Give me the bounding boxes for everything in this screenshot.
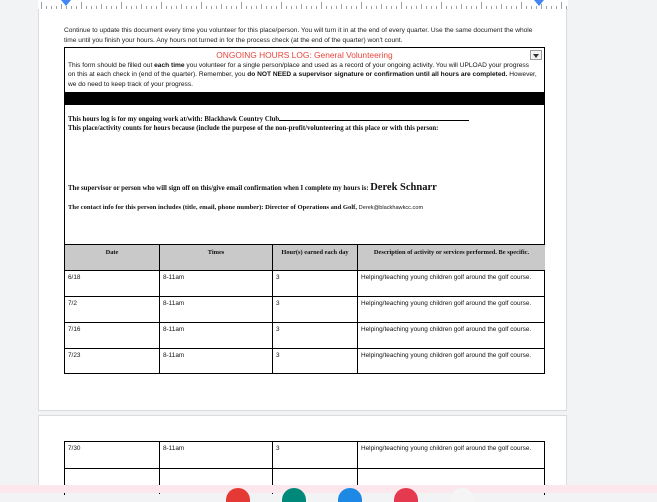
ruler-tick bbox=[521, 2, 522, 9]
cell-hours[interactable]: 3 bbox=[273, 349, 358, 374]
red-circle-button[interactable] bbox=[226, 488, 250, 502]
table-row bbox=[65, 442, 544, 468]
table-header-row bbox=[65, 244, 544, 270]
document-page-1 bbox=[38, 9, 567, 411]
purpose-line: This place/activity counts for hours because (include the purpose of the non-profit/volunteering at this place or with this person: bbox=[68, 125, 439, 132]
white-circle-button[interactable] bbox=[450, 488, 474, 502]
hours-log-form bbox=[64, 47, 545, 374]
header-date: Date bbox=[65, 244, 160, 270]
ruler-tick bbox=[81, 2, 82, 9]
ruler-tick bbox=[121, 2, 122, 9]
form-title: ONGOING HOURS LOG: General Volunteering bbox=[216, 50, 393, 60]
cell-times[interactable]: 8-11am bbox=[160, 442, 273, 468]
cell-description[interactable]: Helping/teaching young children golf around the golf course. bbox=[361, 445, 532, 452]
supervisor-line: The supervisor or person who will sign off on this/give email confirmation when I complete my hours is: Derek Schnarr bbox=[68, 182, 437, 193]
dropdown-chevron-icon[interactable] bbox=[530, 50, 542, 60]
contact-email: Derek@blackhawkcc.com bbox=[358, 205, 424, 211]
ruler-tick bbox=[361, 2, 362, 9]
cell-times[interactable]: 8-11am bbox=[160, 349, 273, 374]
ruler-tick bbox=[41, 2, 42, 9]
header-description: Description of activity or services performed. Be specific. bbox=[358, 244, 545, 270]
cell-times[interactable]: 8-11am bbox=[160, 271, 273, 296]
cell-date[interactable]: 7/23 bbox=[65, 349, 160, 374]
header-hours: Hour(s) earned each day bbox=[273, 244, 358, 270]
table-row bbox=[65, 322, 544, 348]
cell-date[interactable]: 6/18 bbox=[65, 271, 160, 296]
bottom-toolbar bbox=[0, 485, 657, 493]
black-divider-bar bbox=[65, 92, 544, 105]
cell-times[interactable]: 8-11am bbox=[160, 297, 273, 322]
cell-hours[interactable]: 3 bbox=[273, 442, 358, 468]
ruler-tick bbox=[161, 2, 162, 9]
intro-paragraph: Continue to update this document every time you volunteer for this place/person. You will turn it in at the end of every quarter. Use the same document the whole time until you finish your hours. Any hours not turned in for the process check (at the end of the quarter) won't count. bbox=[64, 27, 533, 44]
cell-hours[interactable]: 3 bbox=[273, 271, 358, 296]
cell-description[interactable]: Helping/teaching young children golf around the golf course. bbox=[361, 274, 532, 281]
ruler-tick bbox=[321, 2, 322, 9]
ruler-tick bbox=[441, 2, 442, 9]
ruler-tick bbox=[201, 2, 202, 9]
header-times: Times bbox=[160, 244, 273, 270]
pink-circle-button[interactable] bbox=[394, 488, 418, 502]
ruler-tick bbox=[241, 2, 242, 9]
supervisor-name: Derek Schnarr bbox=[370, 182, 437, 193]
ruler-tick bbox=[401, 2, 402, 9]
teal-circle-button[interactable] bbox=[282, 488, 306, 502]
ruler-tick bbox=[481, 2, 482, 9]
document-page-2 bbox=[38, 415, 567, 493]
contact-line: The contact info for this person includes (title, email, phone number): Director of Operations and Golf, Derek@blackhawkcc.com bbox=[68, 204, 424, 211]
ruler-tick bbox=[281, 2, 282, 9]
table-row bbox=[65, 296, 544, 322]
cell-description[interactable]: Helping/teaching young children golf around the golf course. bbox=[361, 300, 532, 307]
table-row bbox=[65, 348, 544, 374]
cell-description[interactable]: Helping/teaching young children golf around the golf course. bbox=[361, 352, 532, 359]
workplace-line: This hours log is for my ongoing work at/with: Blackhawk Country Club bbox=[68, 114, 469, 123]
cell-date[interactable]: 7/16 bbox=[65, 323, 160, 348]
cell-date[interactable]: 7/2 bbox=[65, 297, 160, 322]
ruler-tick bbox=[561, 2, 562, 9]
cell-hours[interactable]: 3 bbox=[273, 323, 358, 348]
cell-times[interactable]: 8-11am bbox=[160, 323, 273, 348]
cell-description[interactable]: Helping/teaching young children golf around the golf course. bbox=[361, 326, 532, 333]
blue-circle-button[interactable] bbox=[338, 488, 362, 502]
form-description: This form should be filled out each time you volunteer for a single person/place and used as a record of your ongoing activity. You will UPLOAD your progress on this at each check in (end of the quarter). Remember, you do NOT NEED a supervisor signature or confirmation until all hours are completed. However, we do need to keep track of your progress. bbox=[68, 62, 537, 88]
table-row bbox=[65, 270, 544, 296]
blank-underline bbox=[279, 114, 469, 121]
cell-hours[interactable]: 3 bbox=[273, 297, 358, 322]
cell-date[interactable]: 7/30 bbox=[65, 442, 160, 468]
